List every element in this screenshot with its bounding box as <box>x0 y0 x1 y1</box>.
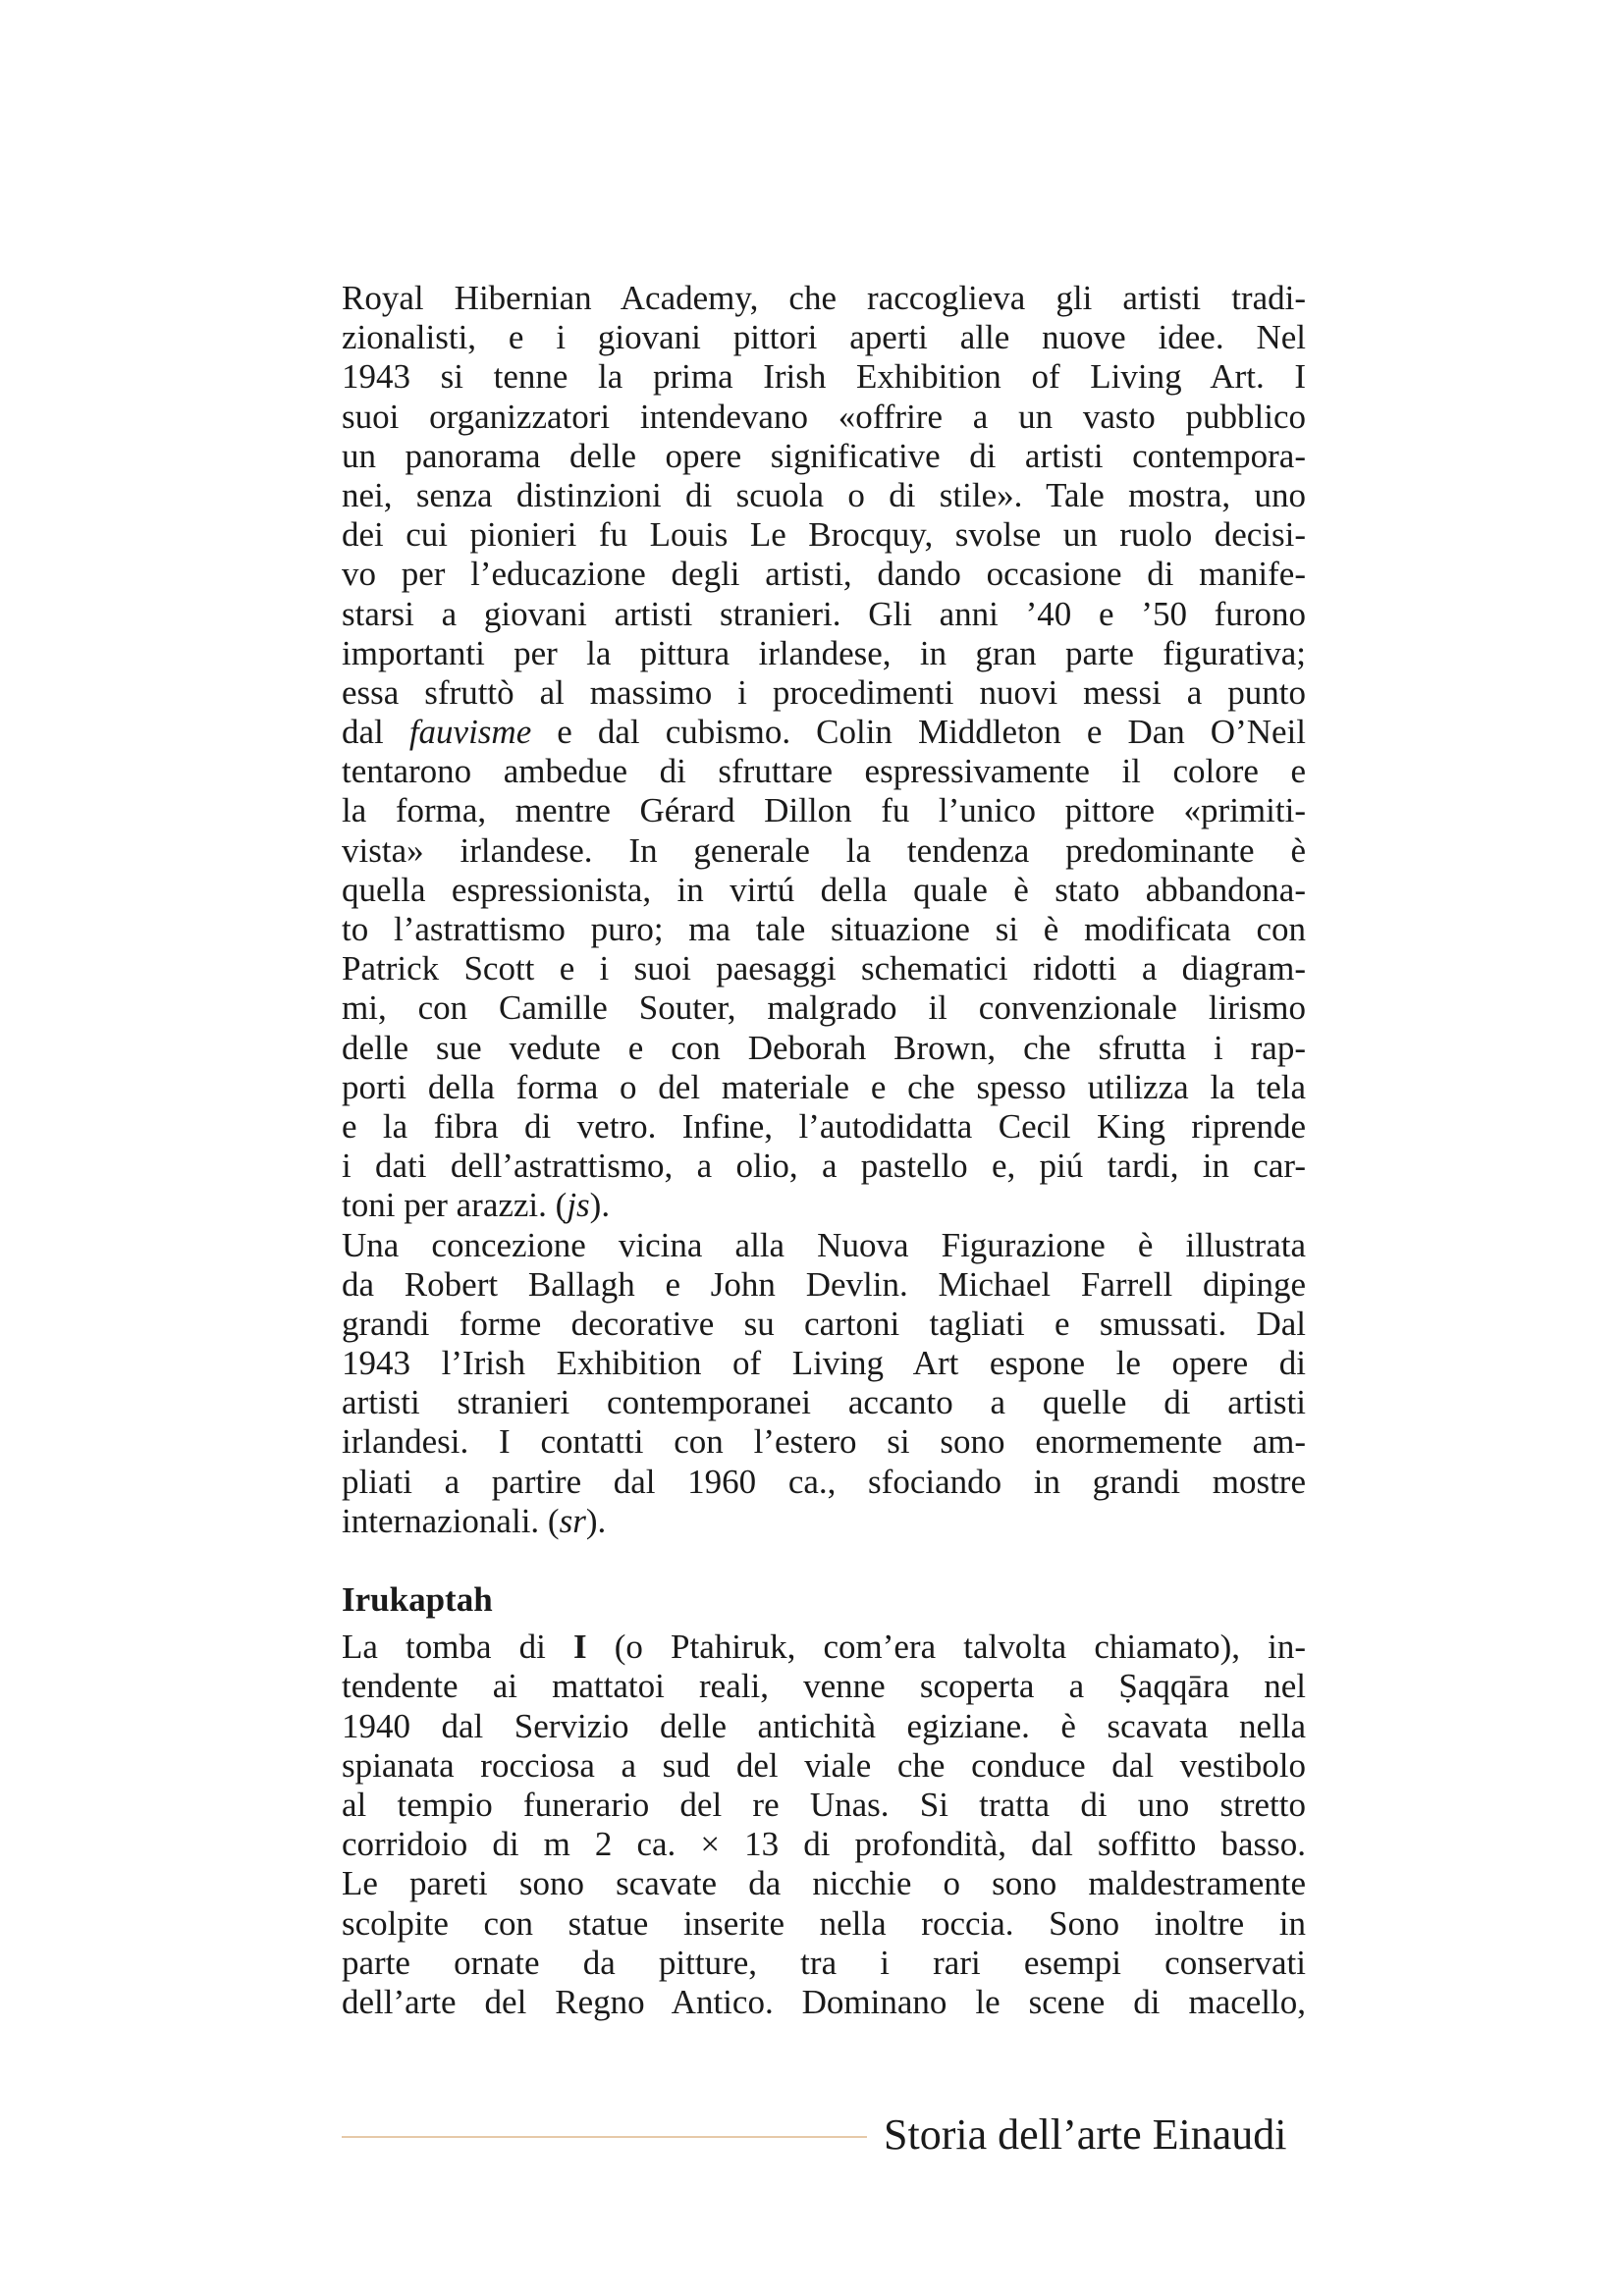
footer-rule <box>342 2136 867 2138</box>
main-text <box>342 279 1306 2022</box>
text-line: essa sfruttò al massimo i procedimenti nuovi messi a punto <box>342 672 1306 712</box>
text-line: al tempio funerario del re Unas. Si tratta di uno stretto <box>342 1785 1306 1824</box>
text-line: suoi organizzatori intendevano «offrire a un vasto pubblico <box>342 397 1306 436</box>
text-run: La tomba di <box>342 1628 573 1667</box>
italic-term: fauvisme <box>408 713 532 752</box>
text-line: starsi a giovani artisti stranieri. Gli anni ’40 e ’50 furono <box>342 594 1306 633</box>
text-line: zionalisti, e i giovani pittori aperti alle nuove idee. Nel <box>342 318 1306 357</box>
paragraph-new-figuration <box>342 1226 1306 1542</box>
text-line: quella espressionista, in virtú della quale è stato abbandona- <box>342 870 1306 909</box>
text-line: 1943 si tenne la prima Irish Exhibition of Living Art. I <box>342 357 1306 397</box>
paragraph-irish-art <box>342 279 1306 1226</box>
text-run: ). <box>585 1501 607 1540</box>
text-run: e dal cubismo. Colin Middleton e Dan O’Neil <box>531 713 1306 752</box>
text-line: 1943 l’Irish Exhibition of Living Art espone le opere di <box>342 1344 1306 1383</box>
text-line: tendente ai mattatoi reali, venne scoperta a Ṣaqqāra nel <box>342 1667 1306 1706</box>
text-line: importanti per la pittura irlandese, in gran parte figurativa; <box>342 633 1306 672</box>
text-line: 1940 dal Servizio delle antichità egiziane. è scavata nella <box>342 1706 1306 1745</box>
text-line: Le pareti sono scavate da nicchie o sono maldestramente <box>342 1864 1306 1903</box>
text-line: corridoio di m 2 ca. × 13 di profondità, dal soffitto basso. <box>342 1825 1306 1864</box>
text-line: vo per l’educazione degli artisti, dando occasione di manife- <box>342 555 1306 594</box>
author-initials: js <box>567 1186 590 1225</box>
text-run: (o Ptahiruk, com’era talvolta chiamato), in- <box>586 1628 1306 1667</box>
text-line: da Robert Ballagh e John Devlin. Michael Farrell dipinge <box>342 1264 1306 1304</box>
text-line: parte ornate da pitture, tra i rari esempi conservati <box>342 1943 1306 1982</box>
text-run: internazionali. ( <box>342 1501 560 1540</box>
text-line: pliati a partire dal 1960 ca., sfociando in grandi mostre <box>342 1462 1306 1501</box>
entry-initial: I <box>572 1628 587 1667</box>
text-line: la forma, mentre Gérard Dillon fu l’unico pittore «primiti- <box>342 791 1306 830</box>
text-line: Royal Hibernian Academy, che raccoglieva gli artisti tradi- <box>342 279 1306 317</box>
text-line: artisti stranieri contemporanei accanto a quelle di artisti <box>342 1383 1306 1422</box>
text-line: delle sue vedute e con Deborah Brown, che sfrutta i rap- <box>342 1028 1306 1067</box>
text-line: to l’astrattismo puro; ma tale situazione si è modificata con <box>342 910 1306 948</box>
text-line: scolpite con statue inserite nella roccia. Sono inoltre in <box>342 1903 1306 1943</box>
text-run: ). <box>589 1186 611 1225</box>
text-line: mi, con Camille Souter, malgrado il convenzionale lirismo <box>342 988 1306 1028</box>
entry-body <box>342 1628 1306 2022</box>
text-line: vista» irlandese. In generale la tendenza predominante è <box>342 830 1306 870</box>
text-line: nei, senza distinzioni di scuola o di stile». Tale mostra, uno <box>342 475 1306 514</box>
author-initials: sr <box>559 1501 586 1540</box>
text-line <box>342 1186 1306 1225</box>
text-line: grandi forme decorative su cartoni tagliati e smussati. Dal <box>342 1304 1306 1343</box>
text-run: dal <box>342 713 409 752</box>
text-line <box>342 713 1306 752</box>
text-line: e la fibra di vetro. Infine, l’autodidatta Cecil King riprende <box>342 1106 1306 1146</box>
footer-title: Storia dell’arte Einaudi <box>884 2110 1287 2159</box>
text-line: Patrick Scott e i suoi paesaggi schematici ridotti a diagram- <box>342 949 1306 988</box>
text-line: dei cui pionieri fu Louis Le Brocquy, svolse un ruolo decisi- <box>342 515 1306 555</box>
text-line: porti della forma o del materiale e che spesso utilizza la tela <box>342 1067 1306 1106</box>
text-line: irlandesi. I contatti con l’estero si sono enormemente am- <box>342 1422 1306 1462</box>
text-line: un panorama delle opere significative di artisti contempora- <box>342 436 1306 475</box>
text-line: dell’arte del Regno Antico. Dominano le scene di macello, <box>342 1982 1306 2021</box>
text-line <box>342 1502 1306 1541</box>
text-line: Una concezione vicina alla Nuova Figurazione è illustrata <box>342 1225 1306 1264</box>
text-run: toni per arazzi. ( <box>342 1186 568 1225</box>
entry-title: Irukaptah <box>342 1580 493 1619</box>
text-line: i dati dell’astrattismo, a olio, a pastello e, piú tardi, in car- <box>342 1147 1306 1186</box>
text-line: spianata rocciosa a sud del viale che conduce dal vestibolo <box>342 1745 1306 1785</box>
text-line: tentarono ambedue di sfruttare espressivamente il colore e <box>342 752 1306 791</box>
text-line <box>342 1628 1306 1667</box>
